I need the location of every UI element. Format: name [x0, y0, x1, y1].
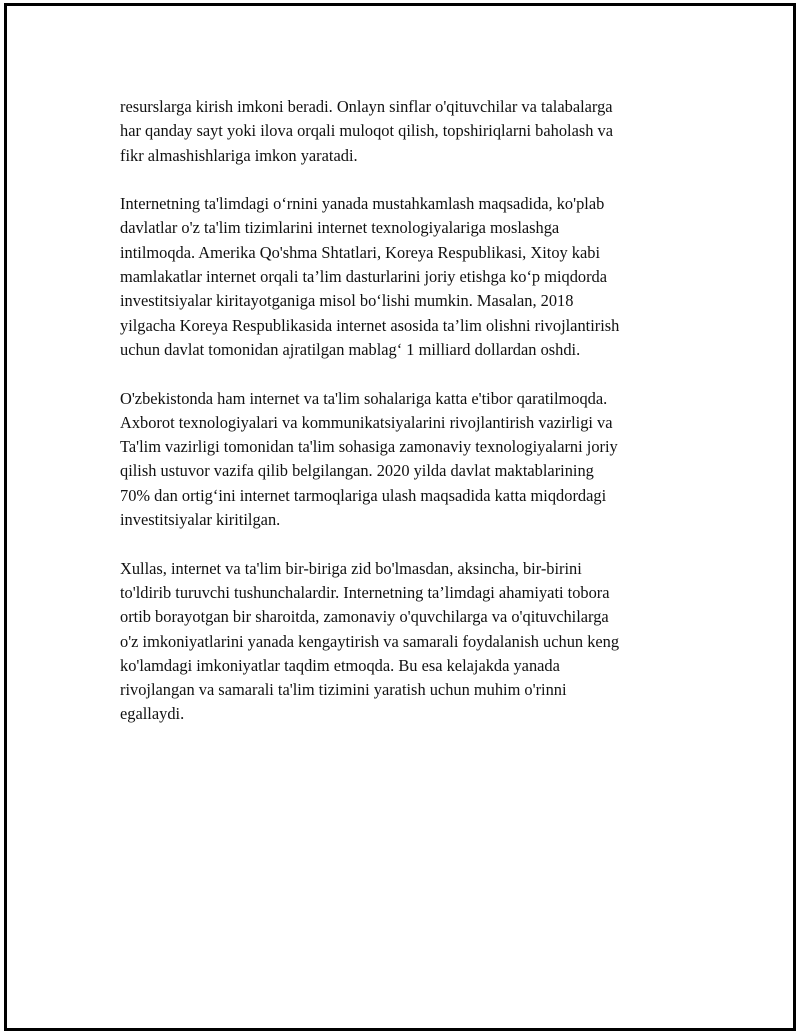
text-line: Xullas, internet va ta'lim bir-biriga zid bo'lmasdan, aksincha, bir-birini: [120, 558, 582, 578]
paragraph-4: [120, 557, 700, 727]
document-page: [4, 3, 796, 1031]
text-line: investitsiyalar kiritayotganiga misol bo‘lishi mumkin. Masalan, 2018: [120, 291, 574, 311]
text-line: uchun davlat tomonidan ajratilgan mablag‘ 1 milliard dollardan oshdi.: [120, 339, 581, 359]
text-line: davlatlar o'z ta'lim tizimlarini internet texnologiyalariga moslashga: [120, 218, 560, 238]
paragraph-1: [120, 95, 700, 168]
text-line: resurslarga kirish imkoni beradi. Onlayn sinflar o'qituvchilar va talabalarga: [120, 97, 613, 116]
text-line: yilgacha Koreya Respublikasida internet asosida ta’lim olishni rivojlantirish: [120, 315, 620, 335]
document-body: [120, 95, 700, 751]
text-line: O'zbekistonda ham internet va ta'lim sohalariga katta e'tibor qaratilmoqda.: [120, 388, 608, 408]
text-line: qilish ustuvor vazifa qilib belgilangan. 2020 yilda davlat maktablarining: [120, 461, 594, 481]
text-line: fikr almashishlariga imkon yaratadi.: [120, 145, 358, 165]
text-line: egallaydi.: [120, 704, 185, 724]
text-line: Ta'lim vazirligi tomonidan ta'lim sohasiga zamonaviy texnologiyalarni joriy: [120, 437, 618, 457]
text-line: intilmoqda. Amerika Qo'shma Shtatlari, Koreya Respublikasi, Xitoy kabi: [120, 242, 601, 262]
paragraph-2: [120, 192, 700, 362]
text-line: Axborot texnologiyalari va kommunikatsiyalarini rivojlantirish vazirligi va: [120, 412, 613, 432]
text-line: har qanday sayt yoki ilova orqali muloqot qilish, topshiriqlarni baholash va: [120, 121, 613, 141]
text-line: ortib borayotgan bir sharoitda, zamonaviy o'quvchilarga va o'qituvchilarga: [120, 607, 609, 627]
text-line: investitsiyalar kiritilgan.: [120, 510, 281, 530]
text-line: 70% dan ortig‘ini internet tarmoqlariga ulash maqsadida katta miqdordagi: [120, 485, 607, 505]
text-line: ko'lamdagi imkoniyatlar taqdim etmoqda. Bu esa kelajakda yanada: [120, 655, 560, 675]
text-line: Internetning ta'limdagi o‘rnini yanada mustahkamlash maqsadida, ko'plab: [120, 194, 605, 214]
text-line: o'z imkoniyatlarini yanada kengaytirish va samarali foydalanish uchun keng: [120, 631, 620, 651]
text-line: rivojlangan va samarali ta'lim tizimini yaratish uchun muhim o'rinni: [120, 680, 567, 700]
paragraph-3: [120, 387, 700, 533]
text-line: mamlakatlar internet orqali ta’lim dasturlarini joriy etishga ko‘p miqdorda: [120, 267, 608, 287]
text-line: to'ldirib turuvchi tushunchalardir. Internetning ta’limdagi ahamiyati tobora: [120, 582, 610, 602]
